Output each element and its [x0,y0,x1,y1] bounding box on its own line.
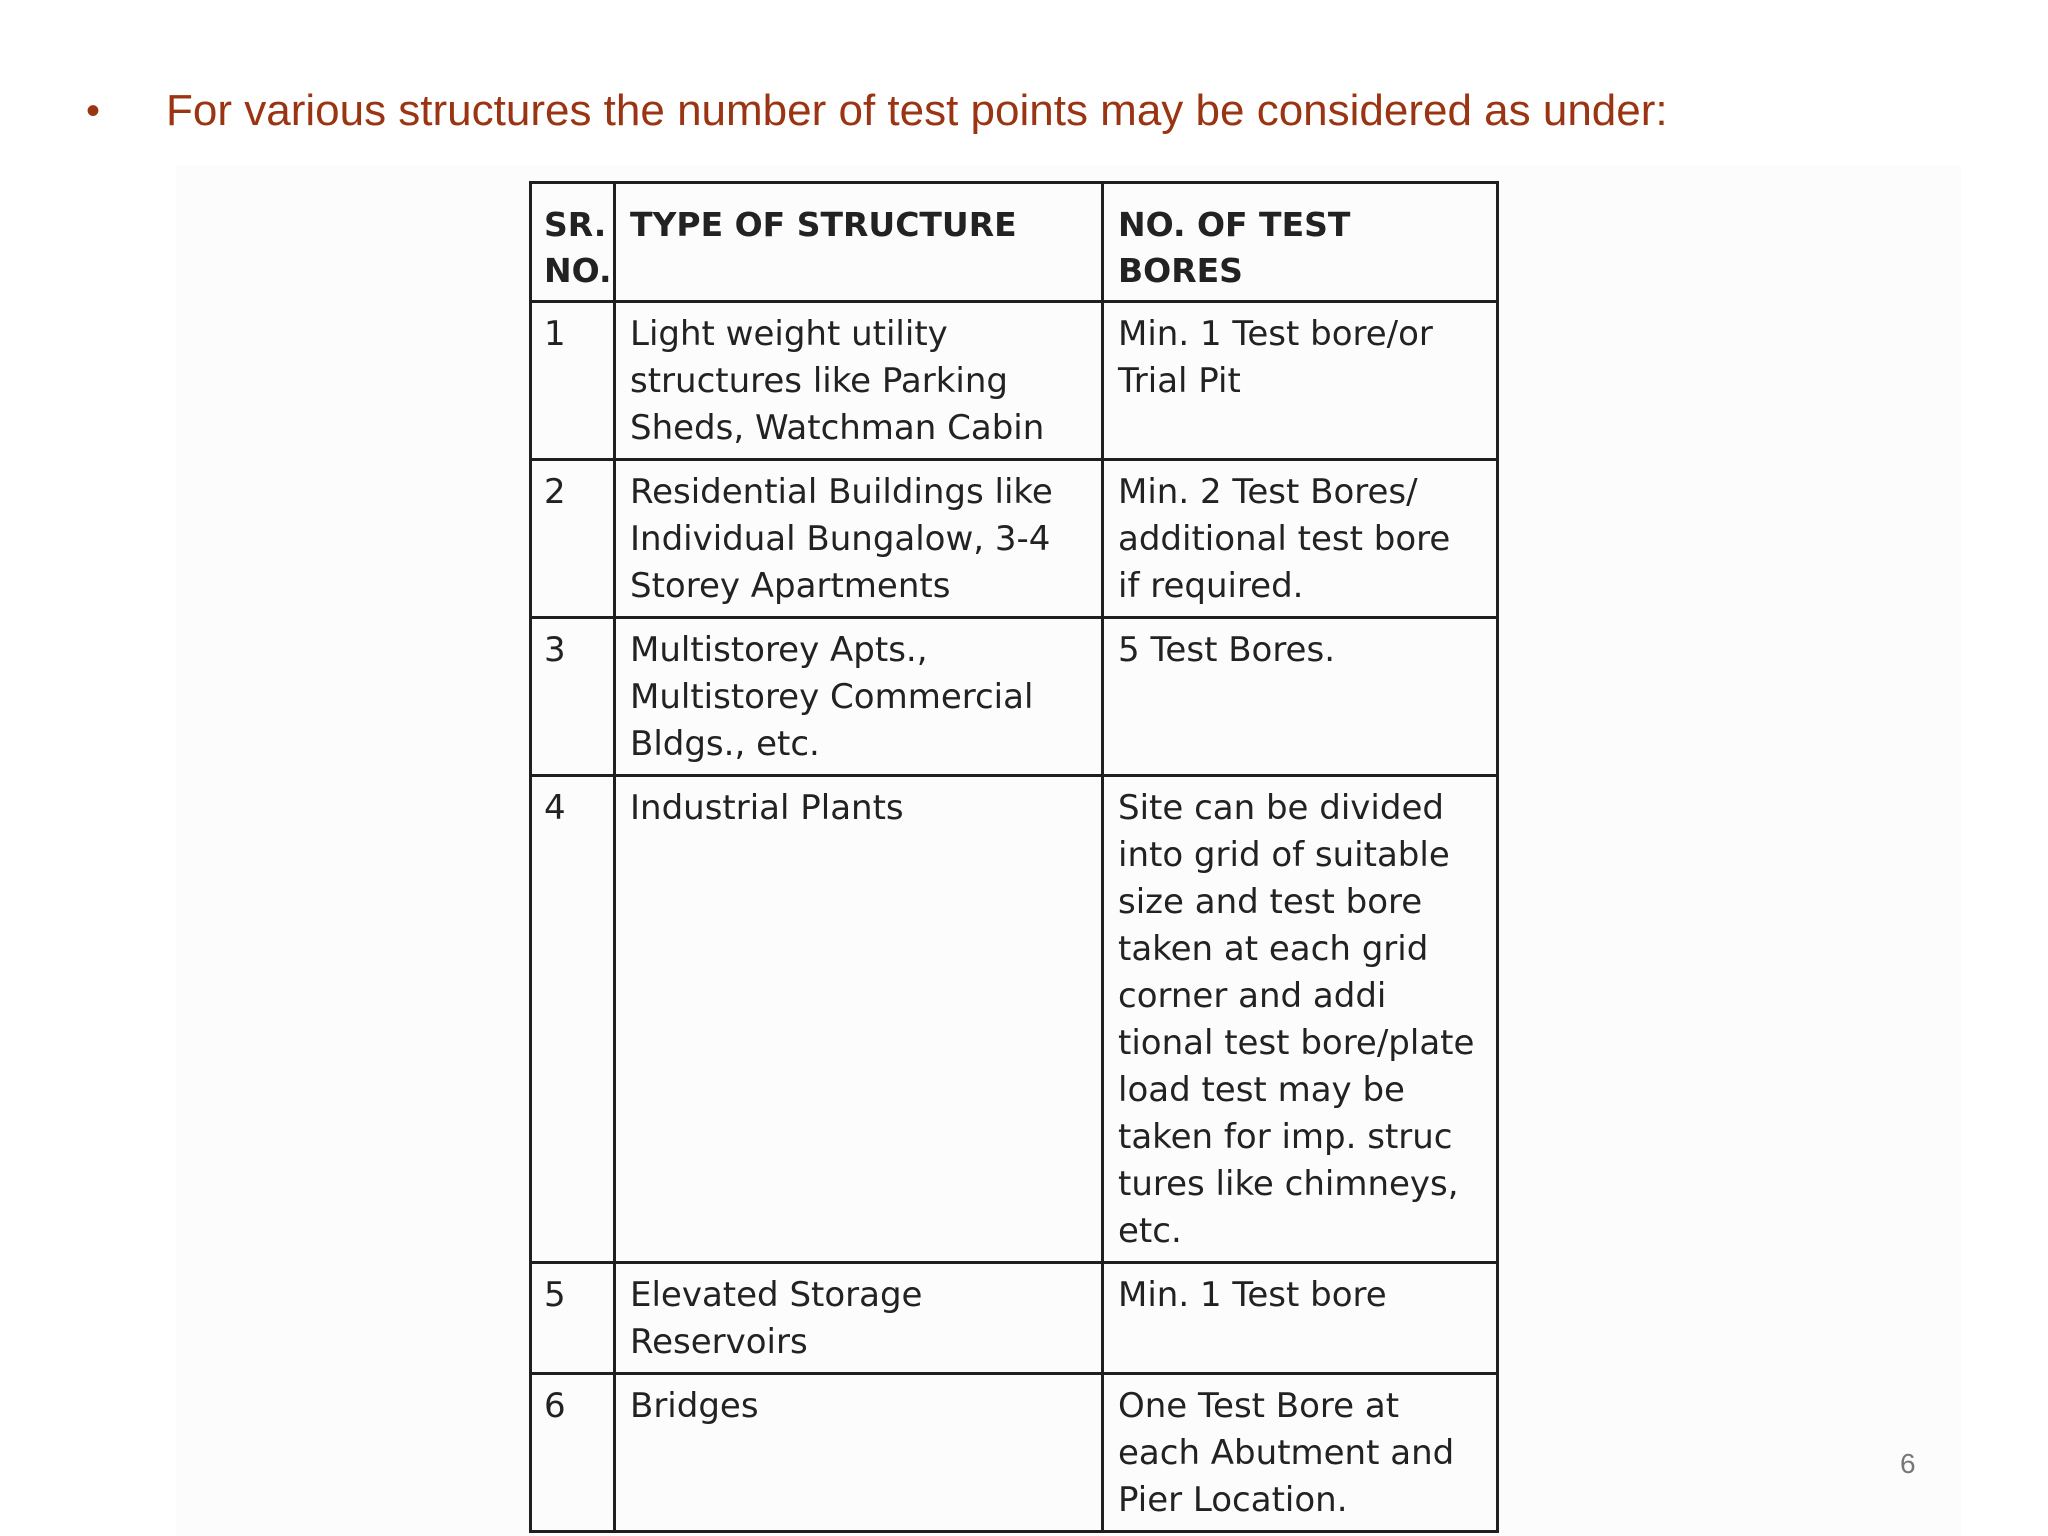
table-row [531,460,1498,618]
header-type-of-structure: TYPE OF STRUCTURE [615,183,1103,302]
table-header-row [531,183,1498,302]
cell-sr: 3 [531,618,615,776]
heading-text: For various structures the number of test points may be considered as under: [166,86,1668,135]
header-no-of-test-bores: NO. OF TEST BORES [1103,183,1498,302]
cell-bores: Min. 2 Test Bores/ additional test bore if required. [1103,460,1498,618]
cell-sr: 4 [531,776,615,1263]
cell-sr: 5 [531,1263,615,1374]
table-row [531,1263,1498,1374]
cell-type: Residential Buildings like Individual Bungalow, 3-4 Storey Apartments [615,460,1103,618]
table-row [531,302,1498,460]
cell-sr: 2 [531,460,615,618]
cell-bores: Min. 1 Test bore/or Trial Pit [1103,302,1498,460]
table-row [531,776,1498,1263]
cell-type: Industrial Plants [615,776,1103,1263]
cell-sr: 6 [531,1374,615,1532]
cell-type: Bridges [615,1374,1103,1532]
cell-type: Multistorey Apts., Multistorey Commercial Bldgs., etc. [615,618,1103,776]
cell-bores: One Test Bore at each Abutment and Pier Location. [1103,1374,1498,1532]
cell-bores: Min. 1 Test bore [1103,1263,1498,1374]
test-bores-table [529,181,1499,1533]
cell-type: Elevated Storage Reservoirs [615,1263,1103,1374]
bullet-icon: • [86,89,101,133]
cell-bores: Site can be divided into grid of suitable size and test bore taken at each grid corner and addi tional test bore/plate load test may be taken for imp. struc tures like chimneys, etc. [1103,776,1498,1263]
cell-sr: 1 [531,302,615,460]
table-row [531,1374,1498,1532]
page-number: 6 [1900,1448,1916,1479]
header-sr-no: SR. NO. [531,183,615,302]
cell-bores: 5 Test Bores. [1103,618,1498,776]
bullet-heading [86,82,1668,140]
table-row [531,618,1498,776]
cell-type: Light weight utility structures like Parking Sheds, Watchman Cabin [615,302,1103,460]
